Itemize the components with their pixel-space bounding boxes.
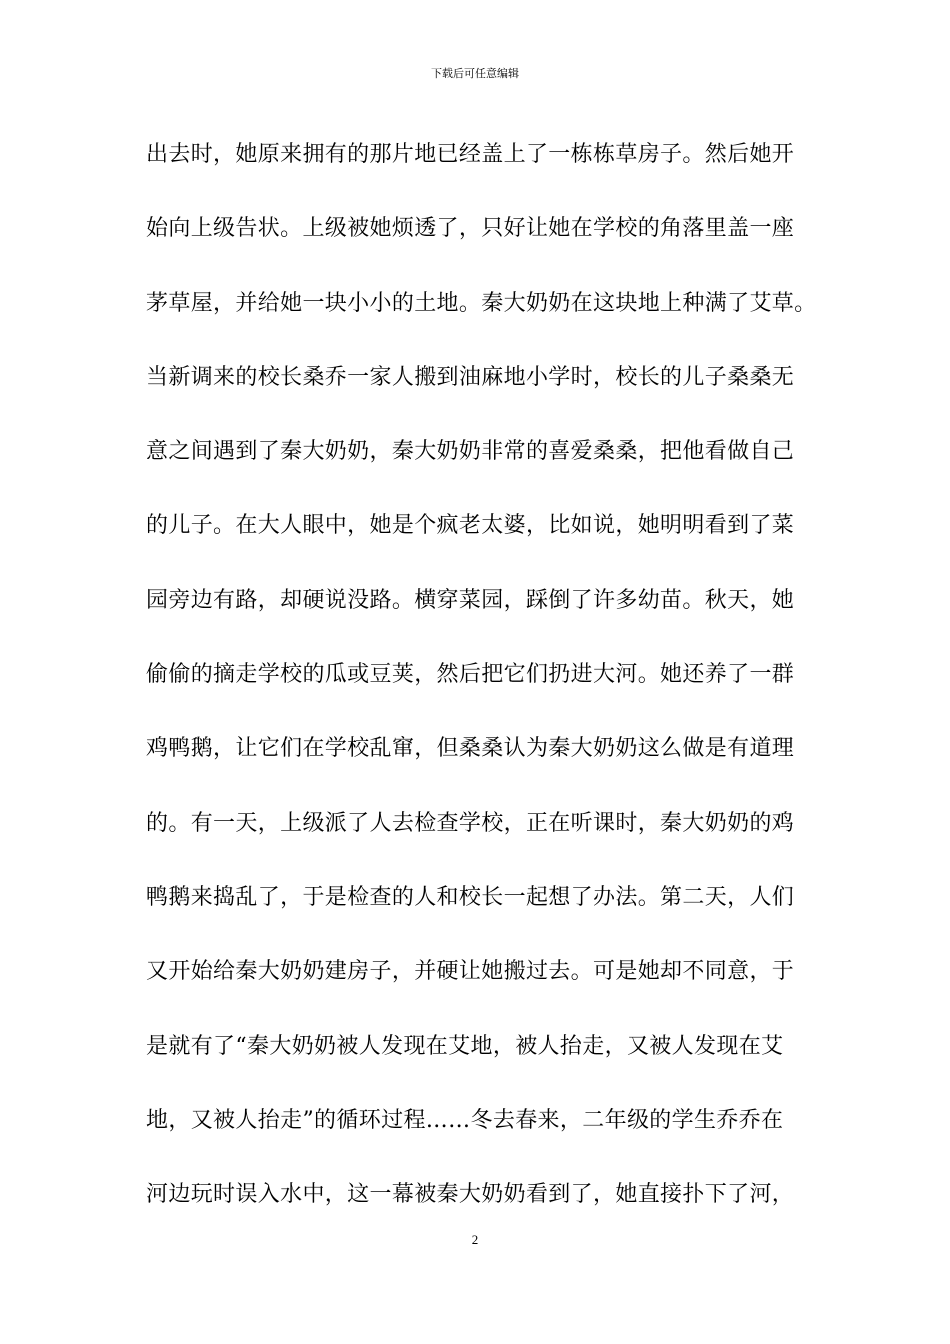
text-line: 出去时，她原来拥有的那片地已经盖上了一栋栋草房子。然后她开 <box>146 142 795 167</box>
text-line: 又开始给秦大奶奶建房子，并硬让她搬过去。可是她却不同意，于 <box>146 959 795 985</box>
text-line: 园旁边有路，却硬说没路。横穿菜园，踩倒了许多幼苗。秋天，她 <box>146 587 795 613</box>
text-line: 茅草屋，并给她一块小小的土地。秦大奶奶在这块地上种满了艾草。 <box>146 290 817 316</box>
text-line: 意之间遇到了秦大奶奶，秦大奶奶非常的喜爱桑桑，把他看做自己 <box>146 439 795 465</box>
text-line: 鸭鹅来捣乱了，于是检查的人和校长一起想了办法。第二天，人们 <box>146 884 795 910</box>
text-line: 偷偷的摘走学校的瓜或豆荚，然后把它们扔进大河。她还养了一群 <box>146 662 795 688</box>
text-line: 地，又被人抬走”的循环过程……冬去春来，二年级的学生乔乔在 <box>146 1107 784 1133</box>
text-line: 的儿子。在大人眼中，她是个疯老太婆，比如说，她明明看到了菜 <box>146 513 795 539</box>
text-line: 河边玩时误入水中，这一幕被秦大奶奶看到了，她直接扑下了河， <box>146 1182 795 1208</box>
text-line: 始向上级告状。上级被她烦透了，只好让她在学校的角落里盖一座 <box>146 216 795 242</box>
text-line: 是就有了“秦大奶奶被人发现在艾地，被人抬走，又被人发现在艾 <box>146 1033 784 1059</box>
text-line: 鸡鸭鹅，让它们在学校乱窜，但桑桑认为秦大奶奶这么做是有道理 <box>146 736 795 762</box>
body-text <box>146 128 836 1242</box>
page-header: 下载后可任意编辑 <box>431 67 519 80</box>
text-line: 当新调来的校长桑乔一家人搬到油麻地小学时，校长的儿子桑桑无 <box>146 364 795 390</box>
page-number: 2 <box>471 1232 479 1247</box>
text-line: 的。有一天，上级派了人去检查学校，正在听课时，秦大奶奶的鸡 <box>146 810 795 836</box>
